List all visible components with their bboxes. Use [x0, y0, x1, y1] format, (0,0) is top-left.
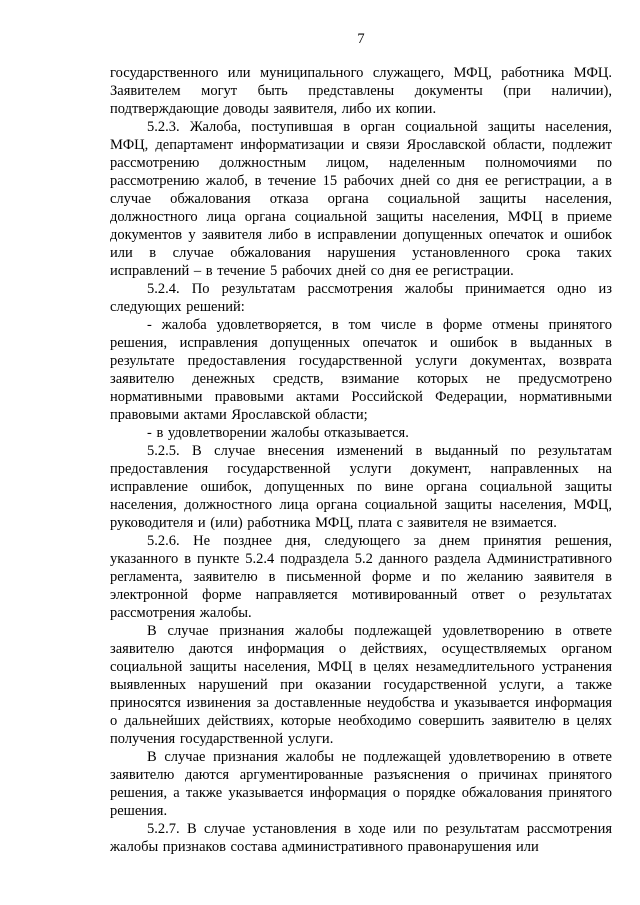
- paragraph-list-item-denied: - в удовлетворении жалобы отказывается.: [147, 425, 409, 441]
- paragraph-5-2-5: 5.2.5. В случае внесения изменений в выданный по результатам предоставления государственной услуги документ, направленных на исправление ошибок, допущенных по вине органа социальной защиты населения, должностного лица органа социальной защиты населения, МФЦ, руководителя и (или) работника МФЦ, плата с заявителя не взимается.: [110, 443, 612, 531]
- paragraph-complaint-denied-response: В случае признания жалобы не подлежащей удовлетворению в ответе заявителю даются аргументированные разъяснения о причинах принятого решения, а также указывается информация о порядке обжалования принятого решения.: [110, 749, 612, 819]
- paragraph-list-item-satisfied: - жалоба удовлетворяется, в том числе в форме отмены принятого решения, исправления допущенных опечаток и ошибок в выданных в результате предоставления государственной услуги документах, возврата заявителю денежных средств, взимание которых не предусмотрено нормативными правовыми актами Российской Федерации, нормативными правовыми актами Ярославской области;: [110, 317, 612, 423]
- paragraph-5-2-4: 5.2.4. По результатам рассмотрения жалобы принимается одно из следующих решений:: [110, 281, 612, 315]
- paragraph-5-2-7: 5.2.7. В случае установления в ходе или по результатам рассмотрения жалобы признаков состава административного правонарушения или: [110, 821, 612, 855]
- paragraph-continuation: государственного или муниципального служащего, МФЦ, работника МФЦ. Заявителем могут быть представлены документы (при наличии), подтверждающие доводы заявителя, либо их копии.: [110, 65, 612, 117]
- paragraph-complaint-satisfied-response: В случае признания жалобы подлежащей удовлетворению в ответе заявителю даются информация о действиях, осуществляемых органом социальной защиты населения, МФЦ в целях незамедлительного устранения выявленных нарушений при оказании государственной услуги, а также приносятся извинения за доставленные неудобства и указывается информация о дальнейших действиях, которые необходимо совершить заявителю в целях получения государственной услуги.: [110, 623, 612, 747]
- page-number: 7: [357, 31, 365, 47]
- document-body: [110, 64, 612, 856]
- paragraph-5-2-3: 5.2.3. Жалоба, поступившая в орган социальной защиты населения, МФЦ, департамент информатизации и связи Ярославской области, подлежит рассмотрению должностным лицом, наделенным полномочиями по рассмотрению жалоб, в течение 15 рабочих дней со дня ее регистрации, а в случае обжалования отказа органа социальной защиты населения, должностного лица органа социальной защиты населения, МФЦ в приеме документов у заявителя либо в исправлении допущенных опечаток и ошибок или в случае обжалования нарушения установленного срока таких исправлений – в течение 5 рабочих дней со дня ее регистрации.: [110, 119, 612, 279]
- paragraph-5-2-6: 5.2.6. Не позднее дня, следующего за днем принятия решения, указанного в пункте 5.2.4 подраздела 5.2 данного раздела Административного регламента, заявителю в письменной форме и по желанию заявителя в электронной форме направляется мотивированный ответ о результатах рассмотрения жалобы.: [110, 533, 612, 621]
